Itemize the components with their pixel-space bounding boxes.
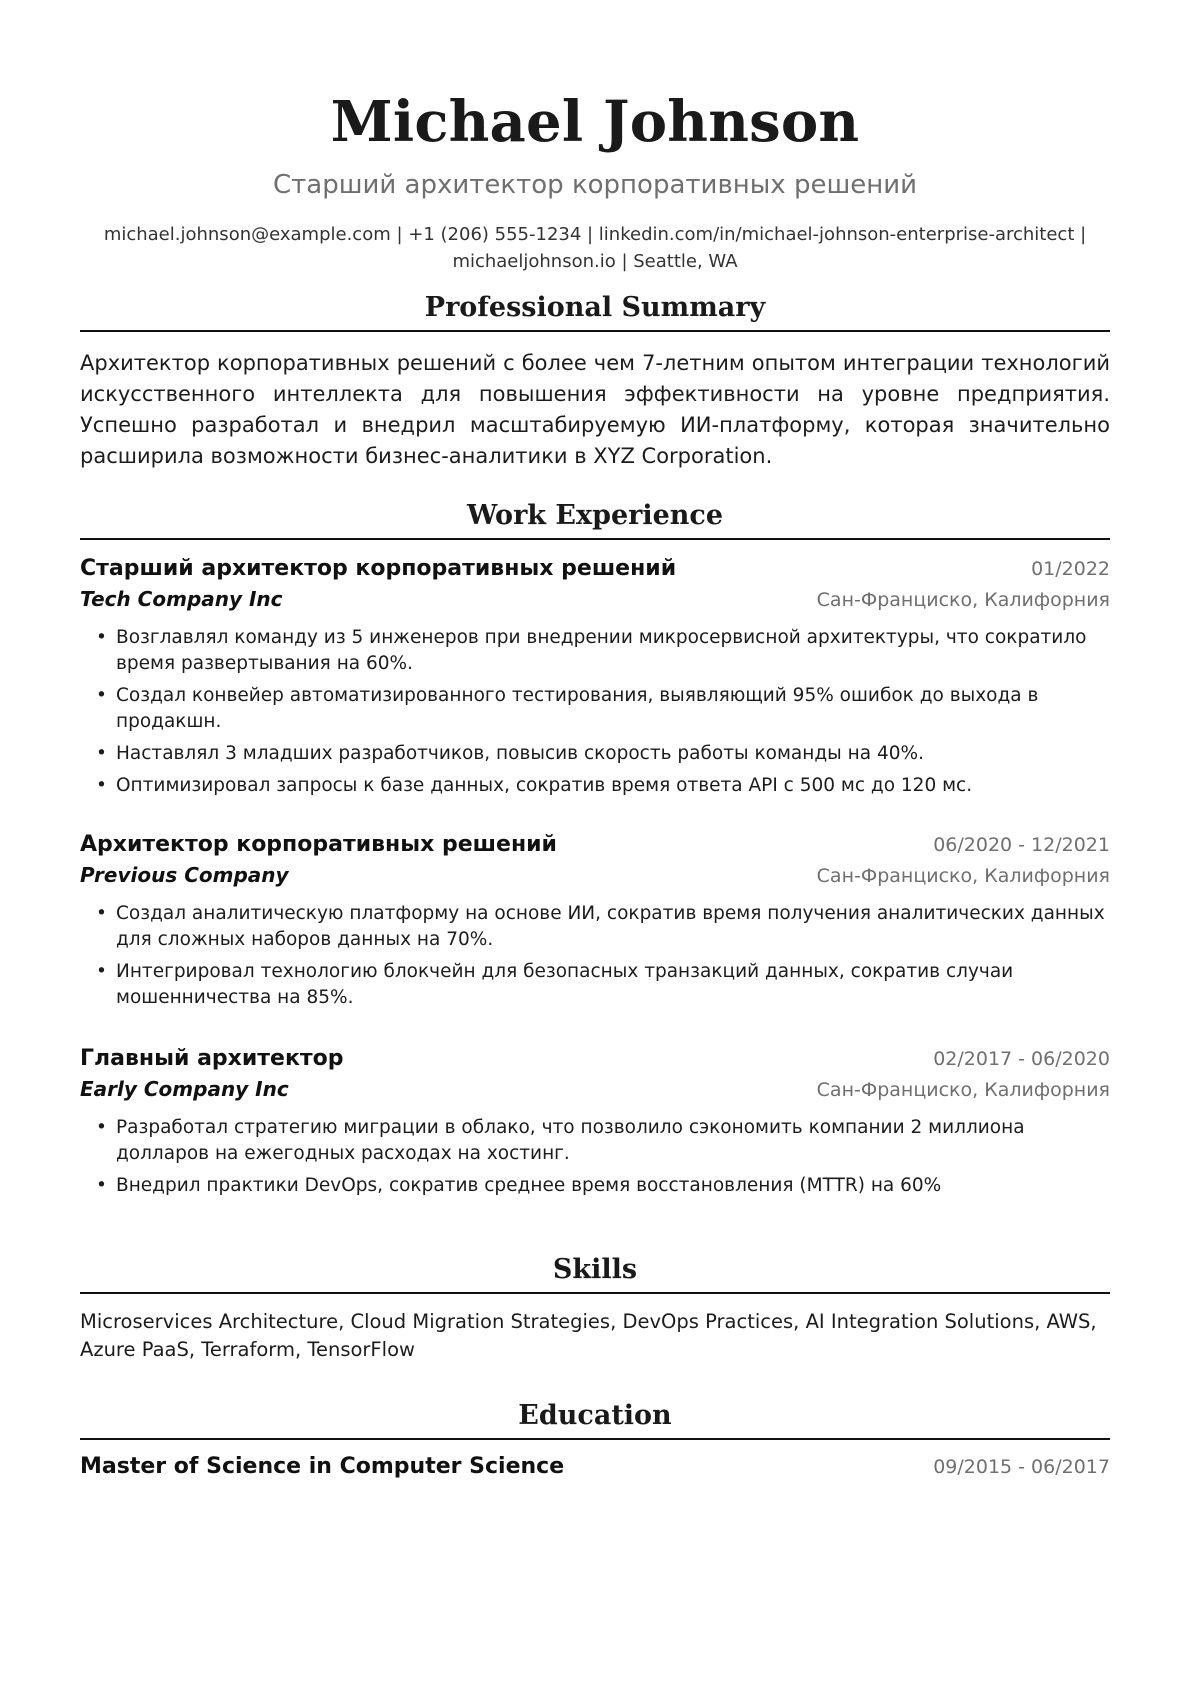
experience-heading: Work Experience: [80, 500, 1110, 540]
job-bullets: [80, 901, 1110, 1011]
list-item: • Разработал стратегию миграции в облако, что позволило сэкономить компании 2 миллиона долларов на ежегодных расходах на хостинг.: [116, 1115, 1110, 1167]
job-entry-3: [80, 1046, 1110, 1205]
job-title: Архитектор корпоративных решений: [80, 832, 557, 857]
summary-text: Архитектор корпоративных решений с более чем 7-летним опытом интеграции технологий искусственного интеллекта для повышения эффективности на уровне предприятия. Успешно разработал и внедрил масштабируемую ИИ-платформу, которая значительно расширила возможности бизнес-аналитики в XYZ Corporation.: [80, 351, 1110, 469]
contact-line-2: michaeljohnson.io | Seattle, WA: [452, 251, 738, 273]
candidate-name: Michael Johnson: [330, 89, 860, 155]
list-item: • Возглавлял команду из 5 инженеров при внедрении микросервисной архитектуры, что сократило время развертывания на 60%.: [116, 625, 1110, 677]
job-date: 02/2017 - 06/2020: [933, 1048, 1110, 1070]
job-date: 06/2020 - 12/2021: [933, 834, 1110, 856]
job-location: Сан-Франциско, Калифорния: [816, 589, 1110, 611]
list-item: • Интегрировал технологию блокчейн для безопасных транзакций данных, сократив случаи мошенничества на 85%.: [116, 959, 1110, 1011]
list-item: • Создал конвейер автоматизированного тестирования, выявляющий 95% ошибок до выхода в продакшн.: [116, 683, 1110, 735]
job-company: Early Company Inc: [80, 1077, 289, 1101]
experience-section: [80, 500, 1110, 540]
skills-heading: Skills: [80, 1254, 1110, 1294]
list-item: • Внедрил практики DevOps, сократив среднее время восстановления (MTTR) на 60%: [116, 1173, 1110, 1199]
candidate-title: Старший архитектор корпоративных решений: [272, 170, 918, 200]
job-location: Сан-Франциско, Калифорния: [816, 1079, 1110, 1101]
skills-text: Microservices Architecture, Cloud Migration Strategies, DevOps Practices, AI Integration Solutions, AWS, Azure PaaS, Terraform, TensorFlow: [80, 1310, 1097, 1362]
contact-line-1: michael.johnson@example.com | +1 (206) 555-1234 | linkedin.com/in/michael-johnson-enterprise-architect |: [103, 224, 1087, 246]
job-company: Previous Company: [80, 863, 289, 887]
education-date: 09/2015 - 06/2017: [933, 1456, 1110, 1479]
job-date: 01/2022: [1031, 558, 1110, 580]
summary-section: [80, 292, 1110, 472]
job-location: Сан-Франциско, Калифорния: [816, 865, 1110, 887]
education-section: [80, 1400, 1110, 1479]
job-bullets: [80, 625, 1110, 799]
contact-info: [80, 221, 1110, 275]
job-entry-1: [80, 556, 1110, 805]
list-item: • Создал аналитическую платформу на основе ИИ, сократив время получения аналитических данных для сложных наборов данных на 70%.: [116, 901, 1110, 953]
education-heading: Education: [80, 1400, 1110, 1440]
skills-section: [80, 1254, 1110, 1364]
education-degree: Master of Science in Computer Science: [80, 1454, 565, 1480]
list-item: • Оптимизировал запросы к базе данных, сократив время ответа API с 500 мс до 120 мс.: [116, 773, 1110, 799]
list-item: • Наставлял 3 младших разработчиков, повысив скорость работы команды на 40%.: [116, 741, 1110, 767]
job-entry-2: [80, 832, 1110, 1017]
job-bullets: [80, 1115, 1110, 1199]
job-title: Старший архитектор корпоративных решений: [80, 556, 677, 581]
summary-heading: Professional Summary: [80, 292, 1110, 332]
job-company: Tech Company Inc: [80, 587, 283, 611]
job-title: Главный архитектор: [80, 1046, 344, 1071]
